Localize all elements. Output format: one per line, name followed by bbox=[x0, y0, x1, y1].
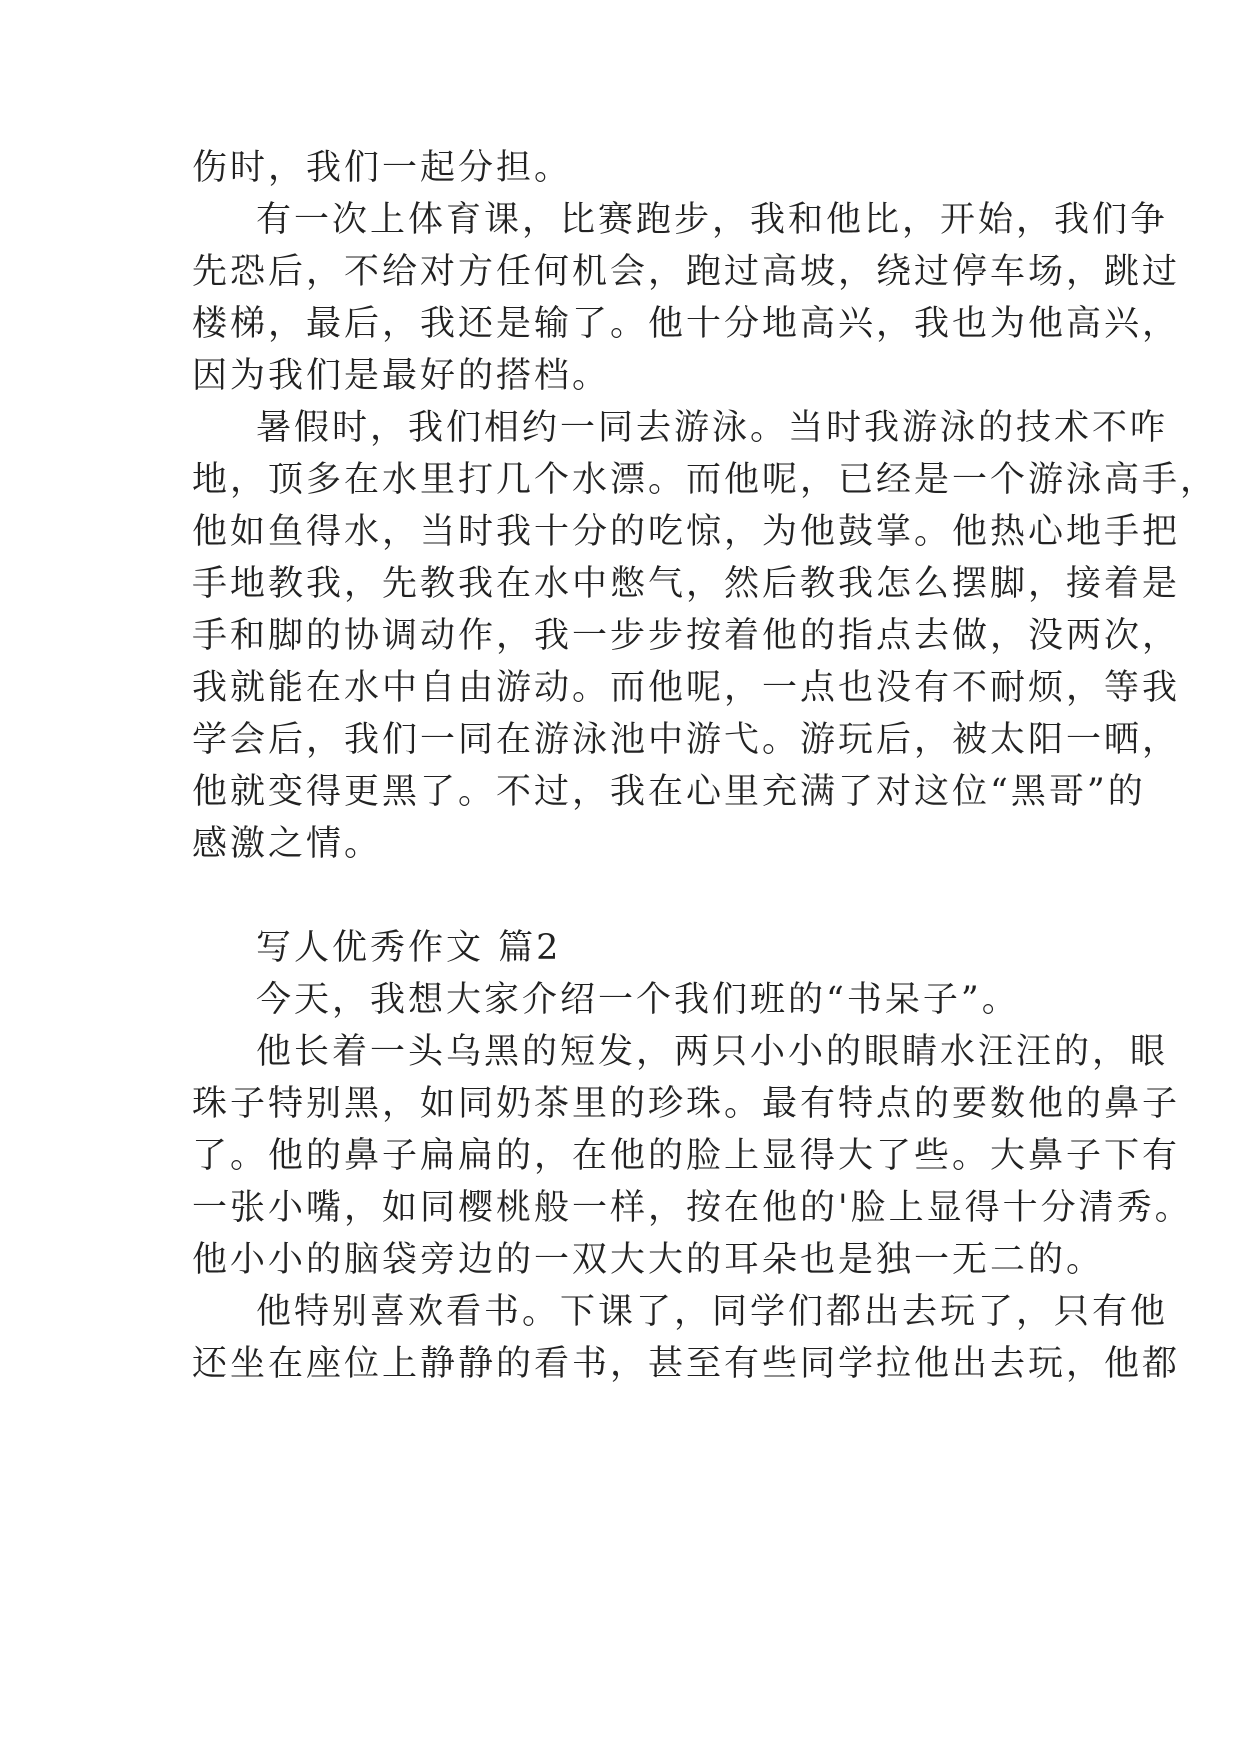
text-line: 一张小嘴，如同樱桃般一样，按在他的'脸上显得十分清秀。 bbox=[192, 1188, 1193, 1228]
paragraph-start-line: 他特别喜欢看书。下课了，同学们都出去玩了，只有他 bbox=[256, 1292, 1169, 1332]
text-line: 因为我们是最好的搭档。 bbox=[192, 356, 611, 396]
text-line: 伤时，我们一起分担。 bbox=[192, 148, 573, 188]
paragraph-start-line: 他长着一头乌黑的短发，两只小小的眼睛水汪汪的，眼 bbox=[256, 1032, 1169, 1072]
text-line: 楼梯，最后，我还是输了。他十分地高兴，我也为他高兴， bbox=[192, 304, 1181, 344]
text-line: 他如鱼得水，当时我十分的吃惊，为他鼓掌。他热心地手把 bbox=[192, 512, 1181, 552]
text-line: 感激之情。 bbox=[192, 824, 383, 864]
text-line: 先恐后，不给对方任何机会，跑过高坡，绕过停车场，跳过 bbox=[192, 252, 1181, 292]
text-line: 了。他的鼻子扁扁的，在他的脸上显得大了些。大鼻子下有 bbox=[192, 1136, 1181, 1176]
text-line: 珠子特别黑，如同奶茶里的珍珠。最有特点的要数他的鼻子 bbox=[192, 1084, 1181, 1124]
text-line: 地，顶多在水里打几个水漂。而他呢，已经是一个游泳高手， bbox=[192, 460, 1219, 500]
text-line: 还坐在座位上静静的看书，甚至有些同学拉他出去玩，他都 bbox=[192, 1344, 1181, 1384]
paragraph-start-line: 有一次上体育课，比赛跑步，我和他比，开始，我们争 bbox=[256, 200, 1169, 240]
paragraph-start-line: 今天，我想大家介绍一个我们班的“书呆子”。 bbox=[256, 980, 1020, 1020]
section-heading: 写人优秀作文 篇2 bbox=[256, 928, 562, 968]
paragraph-start-line: 暑假时，我们相约一同去游泳。当时我游泳的技术不咋 bbox=[256, 408, 1169, 448]
text-line: 手地教我，先教我在水中憋气，然后教我怎么摆脚，接着是 bbox=[192, 564, 1181, 604]
text-line: 他就变得更黑了。不过，我在心里充满了对这位“黑哥”的 bbox=[192, 772, 1146, 812]
text-line: 手和脚的协调动作，我一步步按着他的指点去做，没两次， bbox=[192, 616, 1181, 656]
text-line: 我就能在水中自由游动。而他呢，一点也没有不耐烦，等我 bbox=[192, 668, 1181, 708]
text-line: 学会后，我们一同在游泳池中游弋。游玩后，被太阳一晒， bbox=[192, 720, 1181, 760]
text-line: 他小小的脑袋旁边的一双大大的耳朵也是独一无二的。 bbox=[192, 1240, 1105, 1280]
